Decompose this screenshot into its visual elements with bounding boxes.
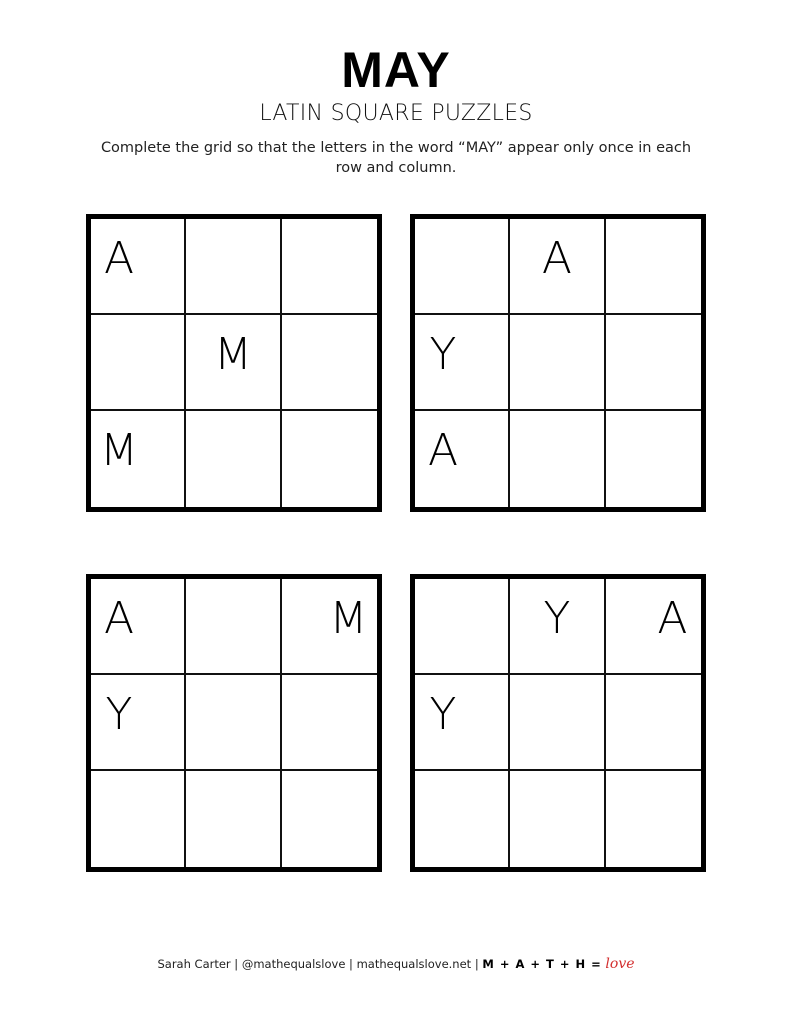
grid-cell[interactable] bbox=[415, 315, 510, 411]
grid-cell[interactable] bbox=[606, 771, 701, 867]
grid-cell[interactable] bbox=[415, 675, 510, 771]
instructions: Complete the grid so that the letters in the word “MAY” appear only once in each row and column. bbox=[100, 140, 692, 176]
cell-letter: M bbox=[213, 329, 252, 380]
footer-handle: @mathequalslove bbox=[241, 957, 346, 971]
cell-letter: Y bbox=[429, 329, 457, 380]
cell-letter: M bbox=[100, 425, 138, 476]
grid-cell[interactable] bbox=[186, 579, 281, 675]
grid-cell[interactable] bbox=[282, 219, 377, 315]
grid-cell[interactable] bbox=[510, 579, 605, 675]
cell-letter: Y bbox=[429, 689, 457, 740]
grid-cell[interactable] bbox=[91, 771, 186, 867]
cell-letter: A bbox=[657, 593, 688, 644]
grid-cell[interactable] bbox=[186, 219, 281, 315]
grid-cell[interactable] bbox=[510, 411, 605, 507]
cell-letter: A bbox=[427, 425, 459, 476]
puzzle-grid-1 bbox=[86, 214, 382, 512]
grid-cell[interactable] bbox=[510, 315, 605, 411]
grid-cell[interactable] bbox=[510, 219, 605, 315]
grid-cell[interactable] bbox=[186, 315, 281, 411]
grid-cell[interactable] bbox=[510, 771, 605, 867]
grid-cell[interactable] bbox=[415, 411, 510, 507]
grid-cell[interactable] bbox=[282, 579, 377, 675]
grid-cell[interactable] bbox=[606, 579, 701, 675]
footer-separator: | bbox=[471, 957, 483, 971]
cell-letter: A bbox=[103, 593, 135, 644]
grid-cell[interactable] bbox=[91, 675, 186, 771]
grid-cell[interactable] bbox=[91, 579, 186, 675]
puzzle-grid-2 bbox=[410, 214, 706, 512]
grid-cell[interactable] bbox=[186, 771, 281, 867]
grid-cell[interactable] bbox=[282, 411, 377, 507]
puzzle-grid-3 bbox=[86, 574, 382, 872]
cell-letter: Y bbox=[543, 593, 571, 644]
footer-brand: M + A + T + H = bbox=[482, 957, 602, 971]
grid-cell[interactable] bbox=[91, 315, 186, 411]
grid-cell[interactable] bbox=[606, 219, 701, 315]
footer-separator: | bbox=[345, 957, 357, 971]
footer-love-logo: love bbox=[605, 956, 635, 972]
grid-cell[interactable] bbox=[91, 219, 186, 315]
grid-cell[interactable] bbox=[282, 315, 377, 411]
grid-cell[interactable] bbox=[606, 675, 701, 771]
grid-cell[interactable] bbox=[282, 771, 377, 867]
page-subtitle: LATIN SQUARE PUZZLES bbox=[259, 101, 533, 126]
footer-author: Sarah Carter bbox=[157, 957, 231, 971]
grid-cell[interactable] bbox=[415, 579, 510, 675]
footer bbox=[0, 956, 792, 972]
grid-cell[interactable] bbox=[510, 675, 605, 771]
footer-separator: | bbox=[230, 957, 242, 971]
grid-cell[interactable] bbox=[91, 411, 186, 507]
cell-letter: A bbox=[103, 233, 135, 284]
cell-letter: A bbox=[541, 233, 573, 284]
page-title: MAY bbox=[341, 42, 451, 98]
grid-cell[interactable] bbox=[606, 411, 701, 507]
cell-letter: M bbox=[329, 593, 368, 644]
cell-letter: Y bbox=[105, 689, 133, 740]
grid-cell[interactable] bbox=[186, 675, 281, 771]
grid-cell[interactable] bbox=[415, 771, 510, 867]
grid-cell[interactable] bbox=[282, 675, 377, 771]
grid-cell[interactable] bbox=[415, 219, 510, 315]
puzzle-grid-4 bbox=[410, 574, 706, 872]
footer-website: mathequalslove.net bbox=[356, 957, 472, 971]
grid-cell[interactable] bbox=[606, 315, 701, 411]
grid-cell[interactable] bbox=[186, 411, 281, 507]
